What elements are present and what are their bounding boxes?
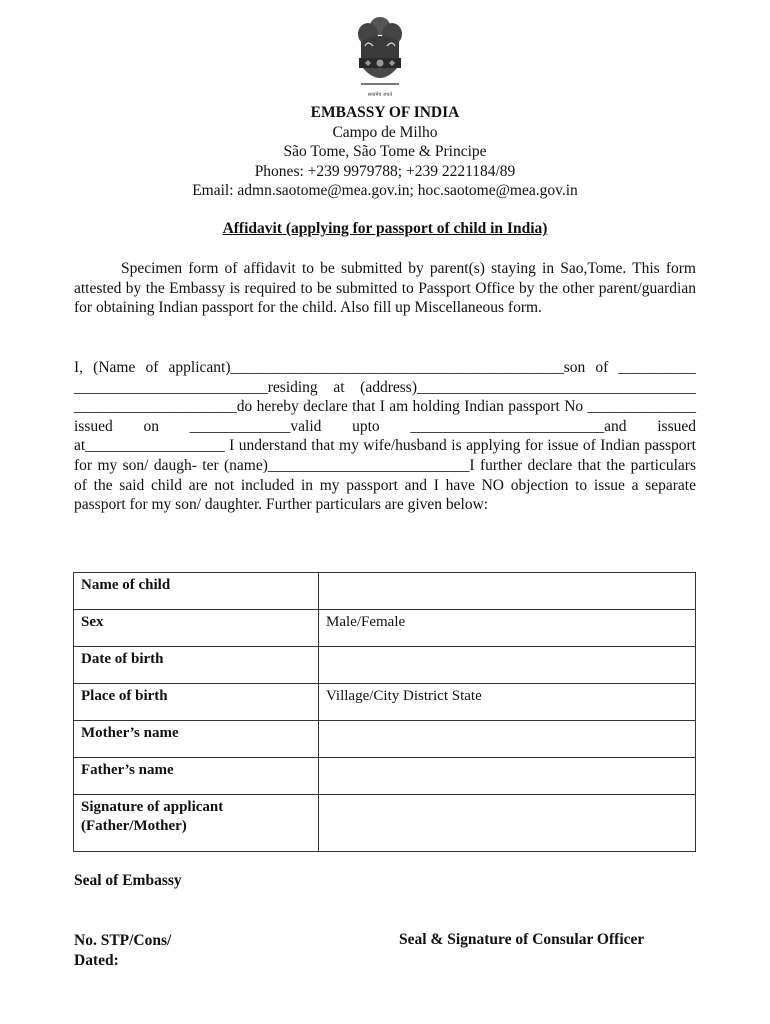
row-label-mothers-name: Mother’s name <box>74 721 319 758</box>
declaration-paragraph: I, (Name of applicant)___________________________________________son of __________ _________________________residing at (address)____________________________________ _____________________do hereby declare that I am holding Indian passport No ______________ issued on _____________valid upto _________________________and issued at__________________ I understand that my wife/husband is applying for issue of Indian passport for my son/ daugh- ter (name)__________________________I further declare that the particulars of the said child are not included in my passport and I have NO objection to issue a separate passport for my son/ daughter. Further particulars are given below: <box>74 359 696 514</box>
consular-officer-label: Seal & Signature of Consular Officer <box>399 931 645 948</box>
email-line: Email: admn.saotome@mea.gov.in; hoc.saotome@mea.gov.in <box>192 182 578 199</box>
table-row <box>74 684 696 721</box>
row-value-mothers-name <box>319 721 696 758</box>
address-line-1: Campo de Milho <box>332 123 438 141</box>
row-label-date-of-birth: Date of birth <box>74 647 319 684</box>
emblem-motto: सत्यमेव जयते <box>367 92 393 98</box>
affidavit-title: Affidavit (applying for passport of child in India) <box>222 220 548 237</box>
row-value-fathers-name <box>319 758 696 795</box>
row-value-signature <box>319 795 696 852</box>
table-row <box>74 573 696 610</box>
table-row <box>74 758 696 795</box>
row-value-name-of-child <box>319 573 696 610</box>
table-row <box>74 721 696 758</box>
row-value-place-of-birth: Village/City District State <box>319 684 696 721</box>
table-row <box>74 647 696 684</box>
row-label-fathers-name: Father’s name <box>74 758 319 795</box>
row-label-name-of-child: Name of child <box>74 573 319 610</box>
dated-label: Dated: <box>74 952 119 969</box>
phones-line: Phones: +239 9979788; +239 2221184/89 <box>254 162 516 180</box>
reference-block <box>74 931 171 971</box>
seal-of-embassy-label: Seal of Embassy <box>74 872 182 889</box>
table-row <box>74 610 696 647</box>
address-line-2: São Tome, São Tome & Principe <box>283 143 487 160</box>
signature-label-line-1: Signature of applicant <box>81 799 224 815</box>
embassy-header <box>0 103 770 201</box>
embassy-title: EMBASSY OF INDIA <box>310 104 460 121</box>
row-value-sex: Male/Female <box>319 610 696 647</box>
intro-paragraph: Specimen form of affidavit to be submitted by parent(s) staying in Sao,Tome. This form attested by the Embassy is required to be submitted to Passport Office by the other parent/guardian for obtaining Indian passport for the child. Also fill up Miscellaneous form. <box>74 260 696 317</box>
signature-label-line-2: (Father/Mother) <box>81 818 187 834</box>
table-row <box>74 795 696 852</box>
row-label-sex: Sex <box>74 610 319 647</box>
national-emblem-icon <box>349 12 411 98</box>
child-details-table <box>73 572 696 852</box>
row-label-signature <box>74 795 319 852</box>
reference-number: No. STP/Cons/ <box>74 932 172 949</box>
row-value-date-of-birth <box>319 647 696 684</box>
row-label-place-of-birth: Place of birth <box>74 684 319 721</box>
